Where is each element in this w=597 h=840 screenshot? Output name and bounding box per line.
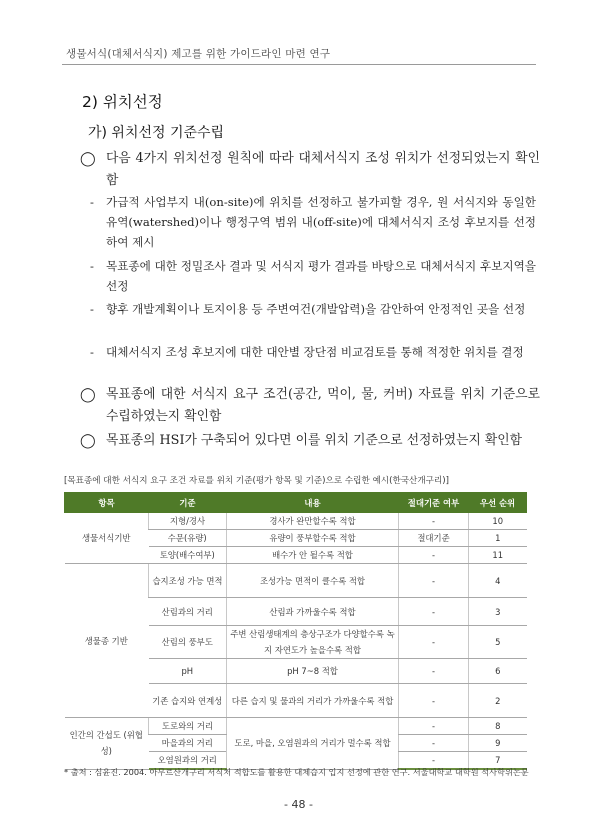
dash-item xyxy=(90,342,536,362)
cell-absolute: 절대기준 xyxy=(399,530,469,547)
table-header-row xyxy=(65,493,527,513)
cell-criterion: 오염원과의 거리 xyxy=(149,752,227,770)
table-row xyxy=(65,564,527,598)
cell-absolute: - xyxy=(399,752,469,770)
cell-content: 유량이 풍부할수록 적합 xyxy=(227,530,399,547)
cell-criterion: 지형/경사 xyxy=(149,513,227,530)
cell-criterion: 수문(유량) xyxy=(149,530,227,547)
cell-content: 경사가 완만할수록 적합 xyxy=(227,513,399,530)
source-footnote: * 출처 : 심윤진. 2004. 아무르산개구리 서식처 적합도를 활용한 대체습지 입지 선정에 관한 연구. 서울대학교 대학원 석사학위논문 xyxy=(64,767,529,777)
cell-criterion: 마을과의 거리 xyxy=(149,735,227,752)
dash-item xyxy=(90,256,536,296)
circle-bullet-icon: ◯ xyxy=(80,433,96,449)
cell-criterion: pH xyxy=(149,659,227,684)
bullet-item xyxy=(80,384,540,428)
cell-absolute: - xyxy=(399,547,469,564)
cell-priority: 4 xyxy=(469,564,527,598)
cell-criterion: 토양(배수여부) xyxy=(149,547,227,564)
cell-criterion: 습지조성 가능 면적 xyxy=(149,564,227,598)
cell-content: 산림과 가까울수록 적합 xyxy=(227,598,399,626)
cell-content: 다른 습지 및 물과의 거리가 가까울수록 적합 xyxy=(227,684,399,718)
bullet-text: 목표종에 대한 서식지 요구 조건(공간, 먹이, 물, 커버) 자료를 위치 기준으로 수립하였는지 확인함 xyxy=(106,387,540,424)
cell-absolute: - xyxy=(399,718,469,735)
bullet-text: 다음 4가지 위치선정 원칙에 따라 대체서식지 조성 위치가 선정되었는지 확인함 xyxy=(106,151,540,188)
header-absolute: 절대기준 여부 xyxy=(399,493,469,513)
header-content: 내용 xyxy=(227,493,399,513)
circle-bullet-icon: ◯ xyxy=(80,151,96,167)
cell-priority: 10 xyxy=(469,513,527,530)
circle-bullet-icon: ◯ xyxy=(80,387,96,403)
dash-marker: - xyxy=(90,345,94,359)
header-divider xyxy=(62,64,536,65)
table-row xyxy=(65,513,527,530)
running-header: 생물서식(대체서식지) 제고를 위한 가이드라인 마련 연구 xyxy=(66,48,331,60)
dash-item xyxy=(90,192,536,252)
cell-absolute: - xyxy=(399,513,469,530)
cell-priority: 11 xyxy=(469,547,527,564)
cell-criterion: 기존 습지와 연계성 xyxy=(149,684,227,718)
group-label: 생물서식기반 xyxy=(65,513,149,564)
dash-text: 목표종에 대한 정밀조사 결과 및 서식지 평가 결과를 바탕으로 대체서식지 후보지역을 선정 xyxy=(106,259,536,293)
cell-priority: 9 xyxy=(469,735,527,752)
header-criterion: 기준 xyxy=(149,493,227,513)
bullet-text: 목표종의 HSI가 구축되어 있다면 이를 위치 기준으로 선정하였는지 확인함 xyxy=(106,433,523,448)
cell-content: 주변 산림생태계의 층상구조가 다양할수록 녹지 자연도가 높을수록 적합 xyxy=(227,626,399,659)
bullet-item xyxy=(80,148,540,192)
cell-absolute: - xyxy=(399,598,469,626)
cell-content: 도로, 마을, 오염원과의 거리가 멀수록 적합 xyxy=(227,718,399,770)
cell-priority: 7 xyxy=(469,752,527,770)
dash-marker: - xyxy=(90,259,94,273)
cell-content: 배수가 안 될수록 적합 xyxy=(227,547,399,564)
cell-absolute: - xyxy=(399,564,469,598)
dash-marker: - xyxy=(90,302,94,316)
cell-absolute: - xyxy=(399,626,469,659)
subsection-title: 가) 위치선정 기준수립 xyxy=(88,125,225,141)
cell-absolute: - xyxy=(399,684,469,718)
cell-absolute: - xyxy=(399,659,469,684)
cell-priority: 1 xyxy=(469,530,527,547)
dash-marker: - xyxy=(90,195,94,209)
dash-text: 대체서식지 조성 후보지에 대한 대안별 장단점 비교검토를 통해 적정한 위치를 결정 xyxy=(106,345,524,359)
header-item: 항목 xyxy=(65,493,149,513)
cell-priority: 2 xyxy=(469,684,527,718)
group-label: 생물종 기반 xyxy=(65,564,149,718)
dash-item xyxy=(90,299,536,319)
cell-priority: 8 xyxy=(469,718,527,735)
cell-priority: 5 xyxy=(469,626,527,659)
cell-criterion: 도로와의 거리 xyxy=(149,718,227,735)
dash-text: 가급적 사업부지 내(on-site)에 위치를 선정하고 불가피할 경우, 원 서식지와 동일한 유역(watershed)이나 행정구역 범위 내(off-site)에 대체서식지 조성 후보지를 선정하여 제시 xyxy=(106,195,536,249)
table-caption: [목표종에 대한 서식지 요구 조건 자료를 위치 기준(평가 항목 및 기준)으로 수립한 예시(한국산개구리)] xyxy=(64,476,449,486)
header-priority: 우선 순위 xyxy=(469,493,527,513)
table-row xyxy=(65,718,527,735)
page-number: - 48 - xyxy=(284,798,313,811)
dash-text: 향후 개발계획이나 토지이용 등 주변여건(개발압력)을 감안하여 안정적인 곳을 선정 xyxy=(106,302,526,316)
criteria-table xyxy=(64,492,527,770)
group-label: 인간의 간섭도 (위협성) xyxy=(65,718,149,770)
section-title: 2) 위치선정 xyxy=(82,93,163,111)
cell-priority: 6 xyxy=(469,659,527,684)
bullet-item xyxy=(80,430,540,452)
cell-criterion: 산림과의 거리 xyxy=(149,598,227,626)
cell-content: 조성가능 면적이 클수록 적합 xyxy=(227,564,399,598)
cell-absolute: - xyxy=(399,735,469,752)
cell-criterion: 산림의 풍부도 xyxy=(149,626,227,659)
cell-content: pH 7~8 적합 xyxy=(227,659,399,684)
cell-priority: 3 xyxy=(469,598,527,626)
